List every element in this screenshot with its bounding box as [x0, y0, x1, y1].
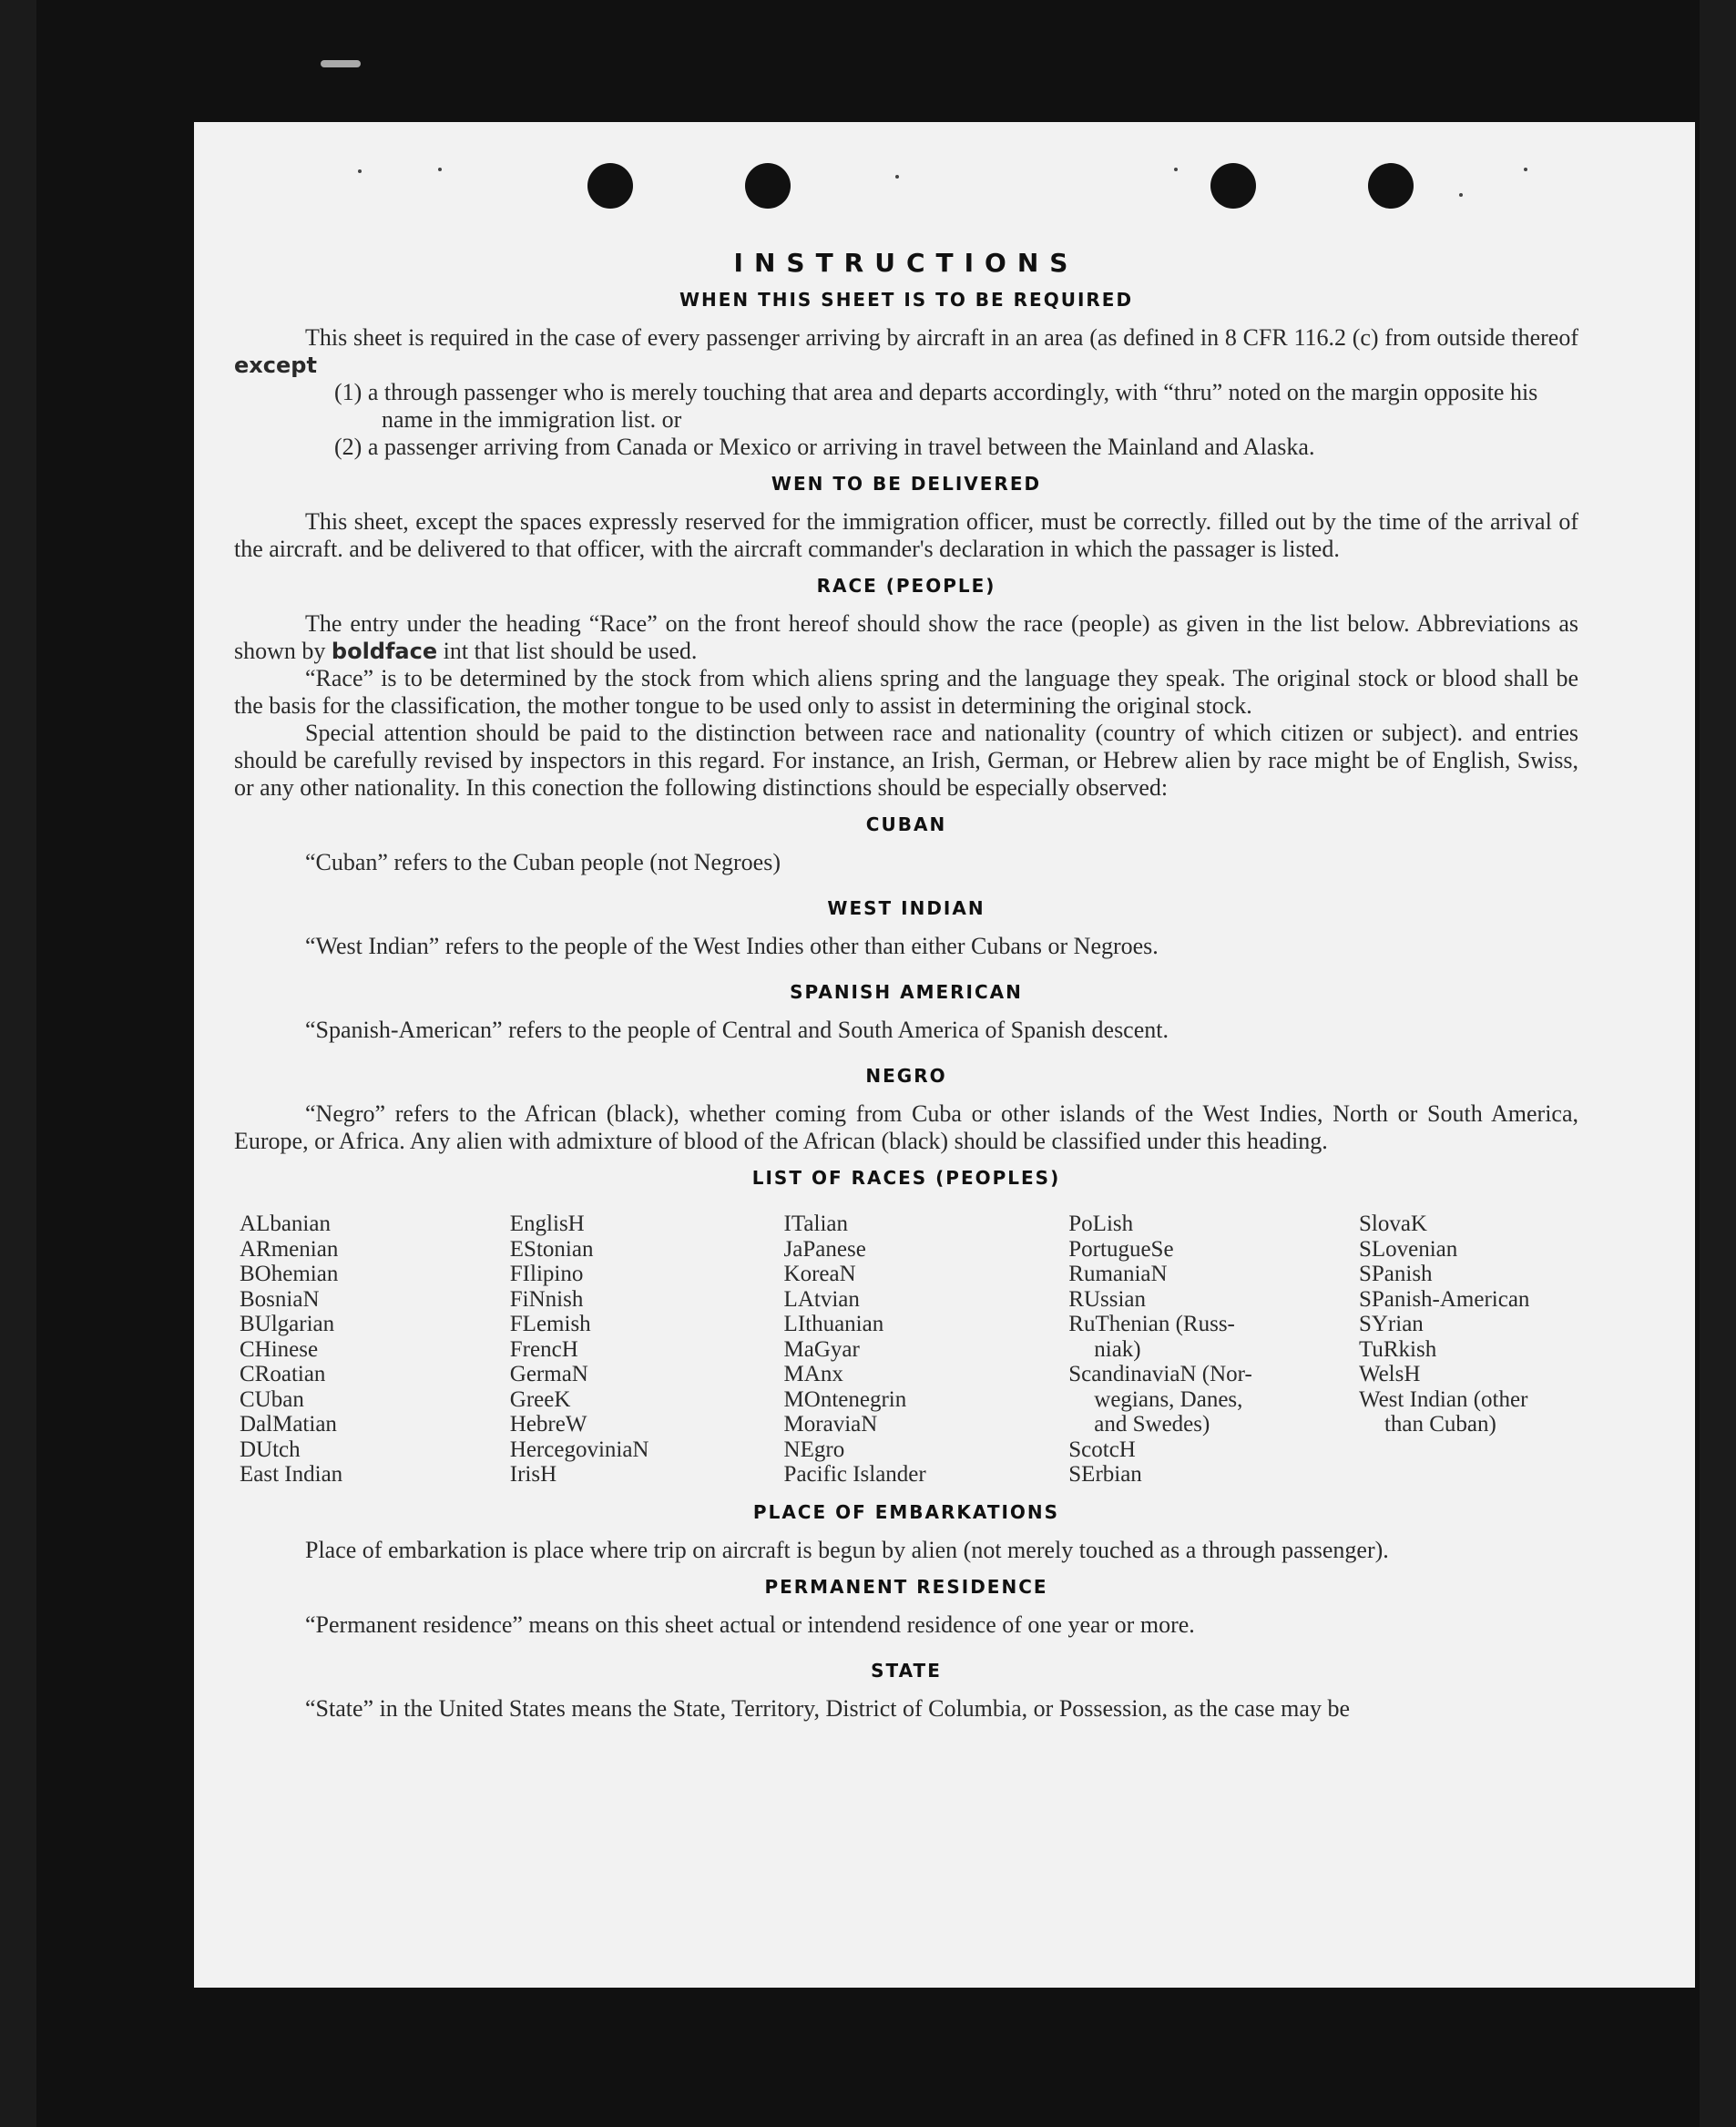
boldface-term: boldface	[331, 639, 438, 664]
race-entry: PortugueSe	[1068, 1236, 1174, 1262]
heading-embarkation: PLACE OF EMBARKATIONS	[752, 1500, 1060, 1523]
race-entry: niak)	[1094, 1336, 1141, 1362]
race-column	[240, 1212, 510, 1488]
race-paragraph-3: Special attention should be paid to the distinction between race and nationality (country of which citizen or subject). and entries should be carefully revised by inspectors in this regard. For instance, an Irish, German, or Hebrew alien by race might be of English, Swiss, or any other nationality. In this conection the following distinctions should be especially observed:	[234, 720, 1578, 801]
state-text: “State” in the United States means the State, Territory, District of Columbia, or Possession, as the case may be	[305, 1694, 1350, 1722]
document-title: INSTRUCTIONS	[733, 248, 1079, 278]
race-entry: FIlipino	[509, 1262, 584, 1286]
race-entry: SPanish-American	[1358, 1286, 1530, 1312]
race-entry: ARmenian	[240, 1236, 339, 1262]
when-required-intro: This sheet is required in the case of every passenger arriving by aircraft in an area (as defined in 8 CFR 116.2 (c) from outside thereof except	[234, 324, 1578, 378]
scan-edge-left	[0, 0, 36, 2127]
race-paragraph-1: The entry under the heading “Race” on the front hereof should show the race (people) as given in the list below. Abbreviations as shown by boldface int that list should be used.	[234, 610, 1578, 664]
race-entry: FLemish	[509, 1312, 591, 1336]
race-entry: ScotcH	[1068, 1437, 1136, 1462]
race-entry: RumaniaN	[1068, 1262, 1168, 1286]
race-entry: TuRkish	[1358, 1336, 1437, 1362]
race-column	[1068, 1212, 1359, 1488]
race-entry: DUtch	[240, 1437, 301, 1462]
race-entry: ScandinaviaN (Nor-	[1068, 1362, 1252, 1386]
sheet-content	[234, 250, 1578, 1723]
race-entry: SPanish	[1358, 1262, 1433, 1286]
race-entry: SYrian	[1358, 1312, 1424, 1336]
race-entry: DalMatian	[240, 1412, 337, 1437]
race-entry: RuThenian (Russ-	[1068, 1312, 1235, 1336]
race-entry: LAtvian	[783, 1286, 860, 1312]
race-paragraph-2: “Race” is to be determined by the stock from which aliens spring and the language they speak. The original stock or blood shall be the basis for the classification, the mother tongue to be used only to assist in determining the original stock.	[234, 665, 1578, 719]
heading-state: STATE	[871, 1659, 942, 1682]
race-entry: CHinese	[240, 1336, 319, 1362]
race-entry: GreeK	[509, 1386, 571, 1412]
race-entry: NEgro	[783, 1437, 845, 1462]
heading-when-delivered: WEN TO BE DELIVERED	[771, 473, 1042, 495]
race-entry: MAnx	[783, 1362, 843, 1386]
heading-negro: NEGRO	[865, 1065, 947, 1087]
punch-hole	[587, 163, 633, 209]
race-entry: BOhemian	[240, 1262, 339, 1286]
race-entry: than Cuban)	[1384, 1412, 1496, 1437]
race-entry: and Swedes)	[1094, 1412, 1210, 1437]
permanent-residence-text: “Permanent residence” means on this sheet actual or intendend residence of one year or more.	[305, 1611, 1195, 1638]
race-column	[1359, 1212, 1578, 1488]
race-entry: ALbanian	[240, 1212, 331, 1236]
race-entry: KoreaN	[783, 1262, 856, 1286]
scan-dot	[438, 168, 442, 171]
race-list	[240, 1212, 1578, 1488]
punch-hole	[745, 163, 791, 209]
list-item: (1) a through passenger who is merely touching that area and departs accordingly, with “thru” noted on the margin opposite his name in the immigration list. or	[334, 379, 1538, 433]
race-entry: ITalian	[783, 1212, 848, 1236]
heading-when-required: WHEN THIS SHEET IS TO BE REQUIRED	[679, 289, 1134, 311]
heading-cuban: CUBAN	[865, 813, 947, 835]
race-entry: BUlgarian	[240, 1312, 335, 1336]
race-entry: EnglisH	[509, 1212, 585, 1236]
race-entry: CUban	[240, 1386, 304, 1412]
heading-race: RACE (PEOPLE)	[816, 575, 996, 597]
race-entry: HercegoviniaN	[509, 1437, 649, 1462]
scan-edge-right	[1700, 0, 1736, 2127]
heading-list-of-races: LIST OF RACES (PEOPLES)	[751, 1167, 1061, 1189]
race-entry: FiNnish	[509, 1286, 584, 1312]
west-indian-text: “West Indian” refers to the people of the West Indies other than either Cubans or Negroes.	[305, 933, 1159, 959]
race-entry: MoraviaN	[783, 1412, 878, 1437]
race-entry: LIthuanian	[783, 1312, 884, 1336]
race-entry: RUssian	[1068, 1286, 1146, 1312]
race-entry: CRoatian	[240, 1362, 326, 1386]
negro-text: “Negro” refers to the African (black), whether coming from Cuba or other islands of the West Indies, North or South America, Europe, or Africa. Any alien with admixture of blood of the African (black) should be classified under this heading.	[234, 1100, 1578, 1154]
when-delivered-text: This sheet, except the spaces expressly reserved for the immigration officer, must be correctly. filled out by the time of the arrival of the aircraft. and be delivered to that officer, with the aircraft commander's declaration in which the passager is listed.	[234, 508, 1578, 562]
race-entry: MOntenegrin	[783, 1386, 907, 1412]
race-entry: wegians, Danes,	[1094, 1386, 1243, 1412]
race-entry: PoLish	[1068, 1212, 1134, 1236]
cuban-text: “Cuban” refers to the Cuban people (not Negroes)	[305, 849, 781, 875]
race-entry: WelsH	[1358, 1362, 1421, 1386]
scan-dot	[1524, 168, 1527, 171]
race-entry: FrencH	[509, 1336, 578, 1362]
race-column	[510, 1212, 784, 1488]
except-term: except	[234, 353, 317, 378]
instruction-sheet	[194, 122, 1695, 1988]
race-entry: SlovaK	[1358, 1212, 1427, 1236]
race-entry: EStonian	[509, 1236, 594, 1262]
race-entry: East Indian	[240, 1462, 343, 1487]
race-entry: SErbian	[1068, 1462, 1142, 1487]
scan-dot	[895, 175, 899, 179]
list-item: (2) a passenger arriving from Canada or Mexico or arriving in travel between the Mainland and Alaska.	[334, 434, 1315, 460]
race-column	[784, 1212, 1069, 1488]
heading-spanish-american: SPANISH AMERICAN	[790, 981, 1023, 1003]
race-entry: MaGyar	[783, 1336, 860, 1362]
race-entry: IrisH	[509, 1462, 557, 1487]
race-entry: GermaN	[509, 1362, 588, 1386]
scan-speck	[321, 60, 361, 67]
embarkation-text: Place of embarkation is place where trip on aircraft is begun by alien (not merely touched as a through passenger).	[305, 1536, 1389, 1563]
race-entry: Pacific Islander	[783, 1462, 926, 1487]
punch-hole	[1210, 163, 1256, 209]
scan-dot	[1174, 168, 1178, 171]
race-entry: BosniaN	[240, 1286, 320, 1312]
race-entry: SLovenian	[1358, 1236, 1458, 1262]
race-entry: JaPanese	[783, 1236, 866, 1262]
spanish-american-text: “Spanish-American” refers to the people of Central and South America of Spanish descent.	[305, 1017, 1169, 1043]
race-entry: HebreW	[509, 1412, 587, 1437]
scan-dot	[1459, 193, 1463, 197]
heading-permanent-residence: PERMANENT RESIDENCE	[764, 1575, 1048, 1598]
heading-west-indian: WEST INDIAN	[827, 897, 985, 919]
punch-hole	[1368, 163, 1414, 209]
race-entry: West Indian (other	[1358, 1386, 1528, 1412]
scan-dot	[358, 169, 362, 173]
